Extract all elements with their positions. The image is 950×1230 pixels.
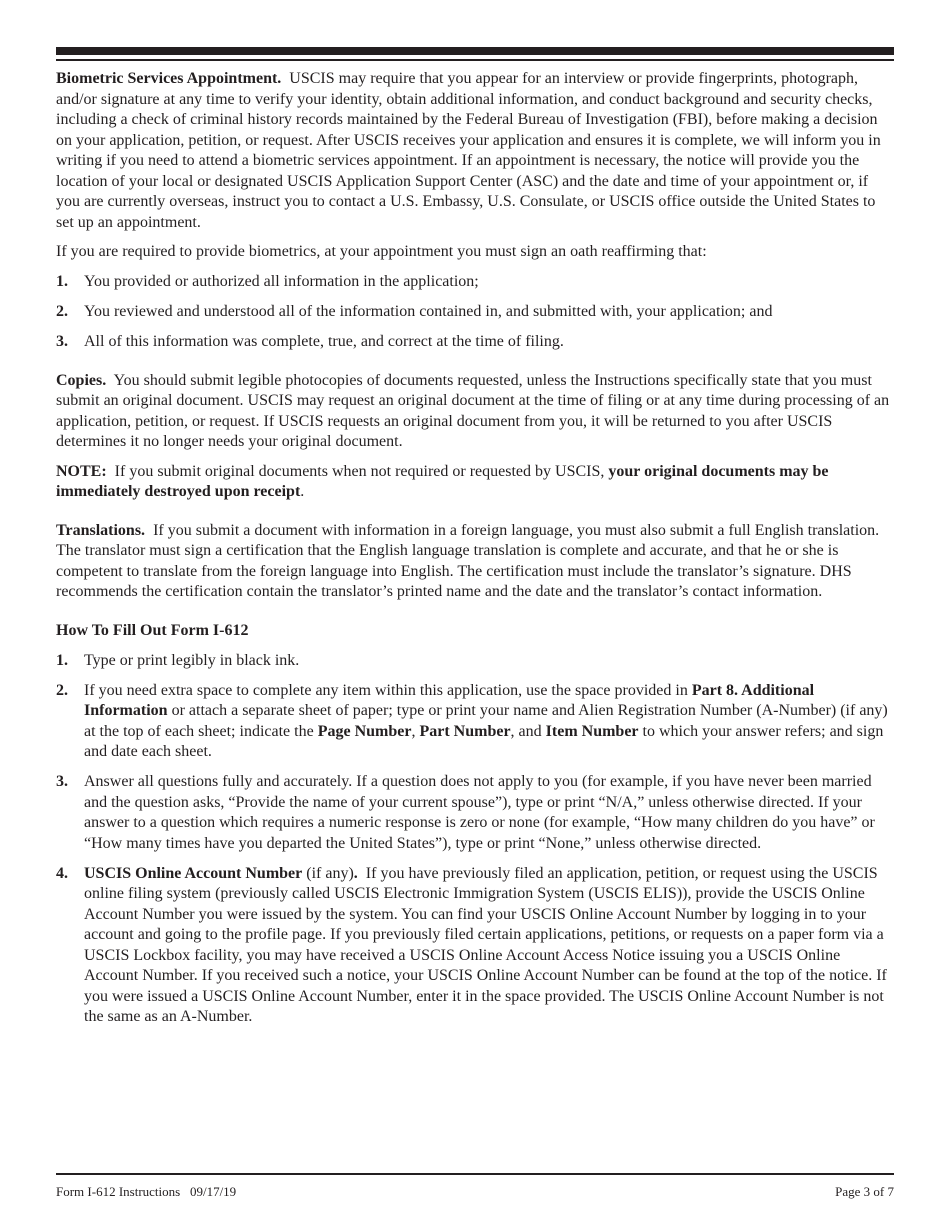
oath-item-number: 1. [56,273,68,290]
oath-item-2 [56,302,894,323]
oath-intro: If you are required to provide biometrics, at your appointment you must sign an oath reaffirming that: [56,243,707,260]
item2-bold-part-number: Part Number [419,722,511,740]
howto-item-number: 4. [56,864,68,882]
howto-heading-text: How To Fill Out Form I-612 [56,621,249,639]
item2-text-2: or attach a separate sheet of paper; type or print your name and Alien Registration Number (A-Number) (if any) at the top of each sheet; indicate the [84,702,888,740]
item2-bold-page-number: Page Number [317,722,412,740]
footer-page-number: Page 3 of 7 [835,1184,894,1199]
item2-text-1: If you need extra space to complete any item within this application, use the space provided in [84,681,688,699]
howto-item-4 [56,864,894,1028]
note-label: NOTE: [56,462,107,480]
biometrics-paragraph [56,69,894,233]
header-rule-thin [56,59,894,61]
oath-item-text: All of this information was complete, true, and correct at the time of filing. [84,333,564,350]
header-rule-thick [56,47,894,55]
howto-item-number: 1. [56,651,68,669]
footer-form-name: Form I-612 Instructions 09/17/19 [56,1184,237,1199]
howto-item-text: Answer all questions fully and accurately. If a question does not apply to you (for example, if you have never been married and the question asks, “Provide the name of your current spouse”), type or print “N/A,” unless otherwise directed. If your answer to a question which requires a numeric response is zero or none (for example, “How many children do you have” or “How many times have you departed the United States”), type or print “None,” unless otherwise directed. [84,773,875,852]
oath-item-number: 2. [56,303,68,320]
item2-bold-part8: Part 8. Additional Information [84,681,815,719]
oath-item-1 [56,272,894,293]
howto-item-text [84,681,894,763]
biometrics-text: USCIS may require that you appear for an interview or provide fingerprints, photograph, and/or signature at any time to verify your identity, obtain additional information, and conduct background and security checks, including a check of criminal history records maintained by the Federal Bureau of Investigation (FBI), before making a decision on your application, petition, or request. After USCIS receives your application and ensures it is complete, we will inform you in writing if you need to attend a biometric services appointment. If an appointment is necessary, the notice will provide you the location of your local or designated USCIS Application Support Center (ASC) and the date and time of your appointment or, if you are currently overseas, instruct you to contact a U.S. Embassy, U.S. Consulate, or USCIS office outside the United States to set up an appointment. [56,70,881,231]
copies-text: You should submit legible photocopies of documents requested, unless the Instructions specifically state that you must submit an original document. USCIS may request an original document at the time of filing or at any time during processing of an application, petition, or request. If USCIS requests an original document from you, it will be returned to you after USCIS determines it no longer needs your original document. [56,371,890,450]
howto-item-2 [56,681,894,763]
howto-item-3 [56,772,894,854]
howto-item-1 [56,651,894,672]
howto-item-text [84,864,894,1028]
item2-bold-item-number: Item Number [545,722,639,740]
howto-item-number: 2. [56,681,68,699]
item4-bold-period: . [353,864,358,882]
translations-paragraph [56,521,894,603]
item4-text: If you have previously filed an application, petition, or request using the USCIS online filing system (previously called USCIS Electronic Immigration System (USCIS ELIS)), provide the USCIS Online Account Number you were issued by the system. You can find your USCIS Online Account Number by logging in to your account and going to the profile page. If you previously filed certain applications, petitions, or requests on a paper form via a USCIS Lockbox facility, you may have received a USCIS Online Account Access Notice issuing you a USCIS Online Account Number. If you received such a notice, your USCIS Online Account Number can be found at the top of the notice. If you were issued a USCIS Online Account Number, enter it in the space provided. The USCIS Online Account Number is not the same as an A-Number. [84,864,887,1025]
copies-heading: Copies. [56,371,107,389]
note-paragraph [56,462,894,503]
item2-text-4: , and [510,722,542,740]
item4-if-any: (if any) [306,864,354,882]
howto-item-number: 3. [56,773,68,790]
howto-heading [56,621,894,642]
translations-text: If you submit a document with information in a foreign language, you must also submit a full English translation. The translator must sign a certification that the English language translation is complete and accurate, and that he or she is competent to translate from the foreign language into English. The certification must include the translator’s signature. DHS recommends the certification contain the translator’s printed name and the date and the translator’s contact information. [56,521,880,600]
copies-paragraph [56,371,894,453]
oath-item-text: You reviewed and understood all of the information contained in, and submitted with, your application; and [84,303,773,320]
item4-bold-heading: USCIS Online Account Number [84,864,303,882]
oath-item-3 [56,332,894,353]
oath-item-text: You provided or authorized all information in the application; [84,273,479,290]
note-bold-text: your original documents may be immediately destroyed upon receipt [56,462,829,500]
note-text: If you submit original documents when not required or requested by USCIS, [114,462,605,480]
oath-item-number: 3. [56,333,68,350]
item2-text-5: to which your answer refers; and sign and date each sheet. [84,722,884,760]
note-end: . [300,483,305,500]
howto-item-text: Type or print legibly in black ink. [84,651,300,669]
item2-text-3: , [411,722,416,740]
page-content [56,69,894,1028]
biometrics-heading: Biometric Services Appointment. [56,70,282,87]
footer-rule [56,1173,894,1175]
translations-heading: Translations. [56,521,146,539]
